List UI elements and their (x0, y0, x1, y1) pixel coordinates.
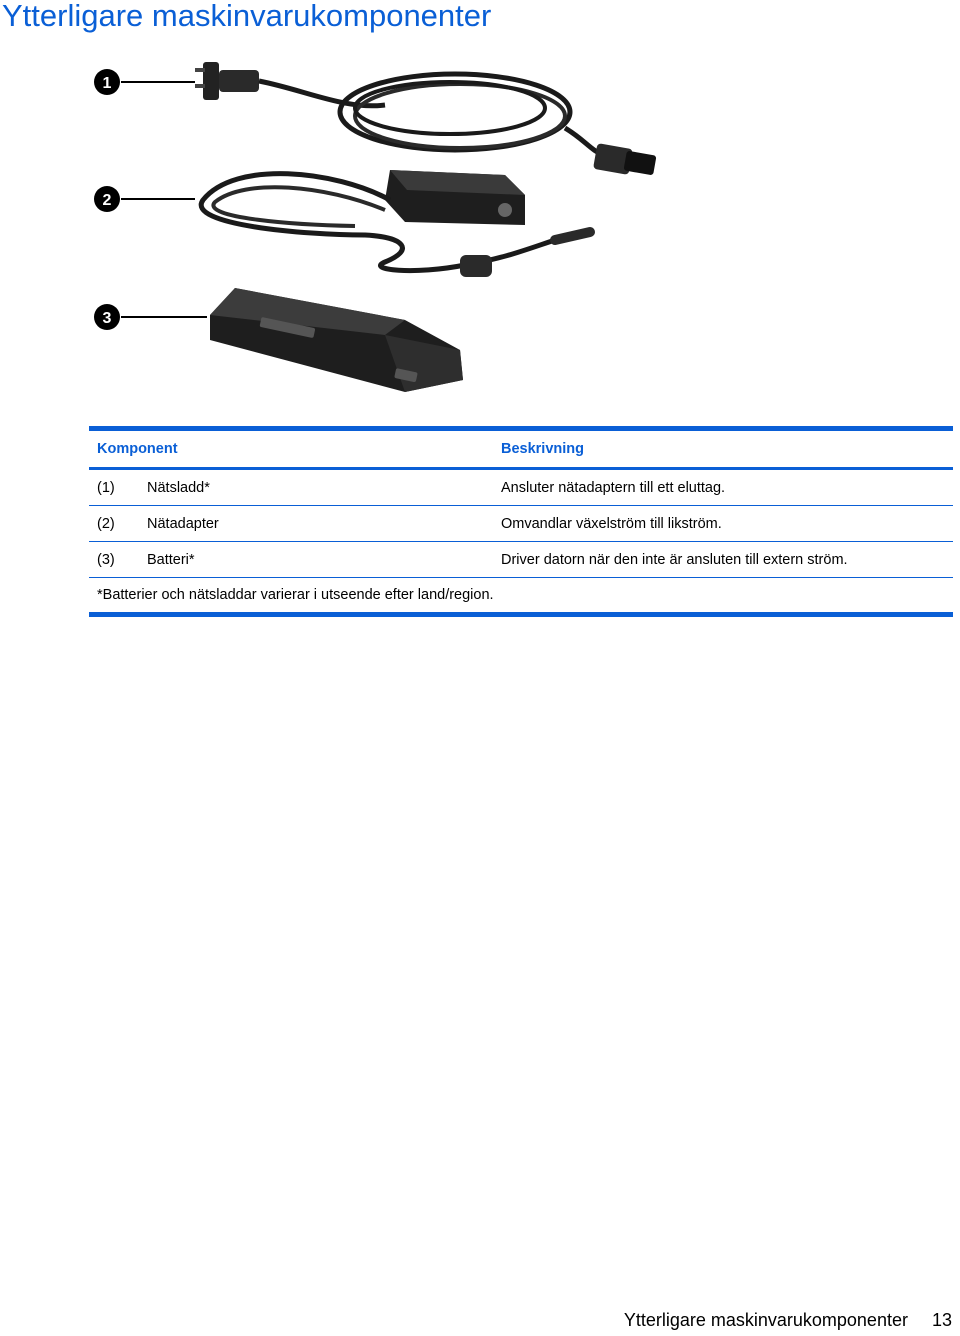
row-component-name: Nätadapter (147, 515, 219, 532)
page-title: Ytterligare maskinvarukomponenter (2, 0, 492, 33)
hardware-illustration (85, 50, 685, 410)
page-number: 13 (931, 1310, 952, 1330)
row-description: Ansluter nätadaptern till ett eluttag. (501, 479, 726, 496)
row-component-name: Nätsladd* (147, 479, 210, 496)
callout-2-label: 2 (102, 192, 112, 209)
battery (210, 288, 463, 392)
component-table (89, 426, 953, 617)
row-description: Driver datorn när den inte är ansluten till extern ström. (501, 551, 848, 568)
power-cord (195, 62, 657, 175)
table-row (89, 506, 953, 542)
callout-1-label: 1 (102, 75, 112, 92)
table-footnote: *Batterier och nätsladdar varierar i utseende efter land/region. (97, 587, 494, 603)
ac-adapter (201, 170, 590, 277)
header-component: Komponent (97, 441, 178, 457)
callout-1 (94, 69, 195, 95)
callout-3-label: 3 (102, 310, 112, 327)
page-footer (624, 1310, 952, 1331)
header-description: Beskrivning (501, 441, 584, 457)
callout-3 (94, 304, 207, 330)
table-footnote-row (89, 578, 953, 615)
row-description: Omvandlar växelström till likström. (501, 515, 722, 532)
callout-2 (94, 186, 195, 212)
row-number: (3) (97, 551, 115, 568)
row-component-name: Batteri* (147, 551, 195, 568)
footer-section-title: Ytterligare maskinvarukomponenter (623, 1310, 908, 1330)
table-header-row (89, 429, 953, 469)
row-number: (2) (97, 515, 115, 532)
table-row (89, 542, 953, 578)
row-number: (1) (97, 479, 115, 496)
table-row (89, 469, 953, 506)
